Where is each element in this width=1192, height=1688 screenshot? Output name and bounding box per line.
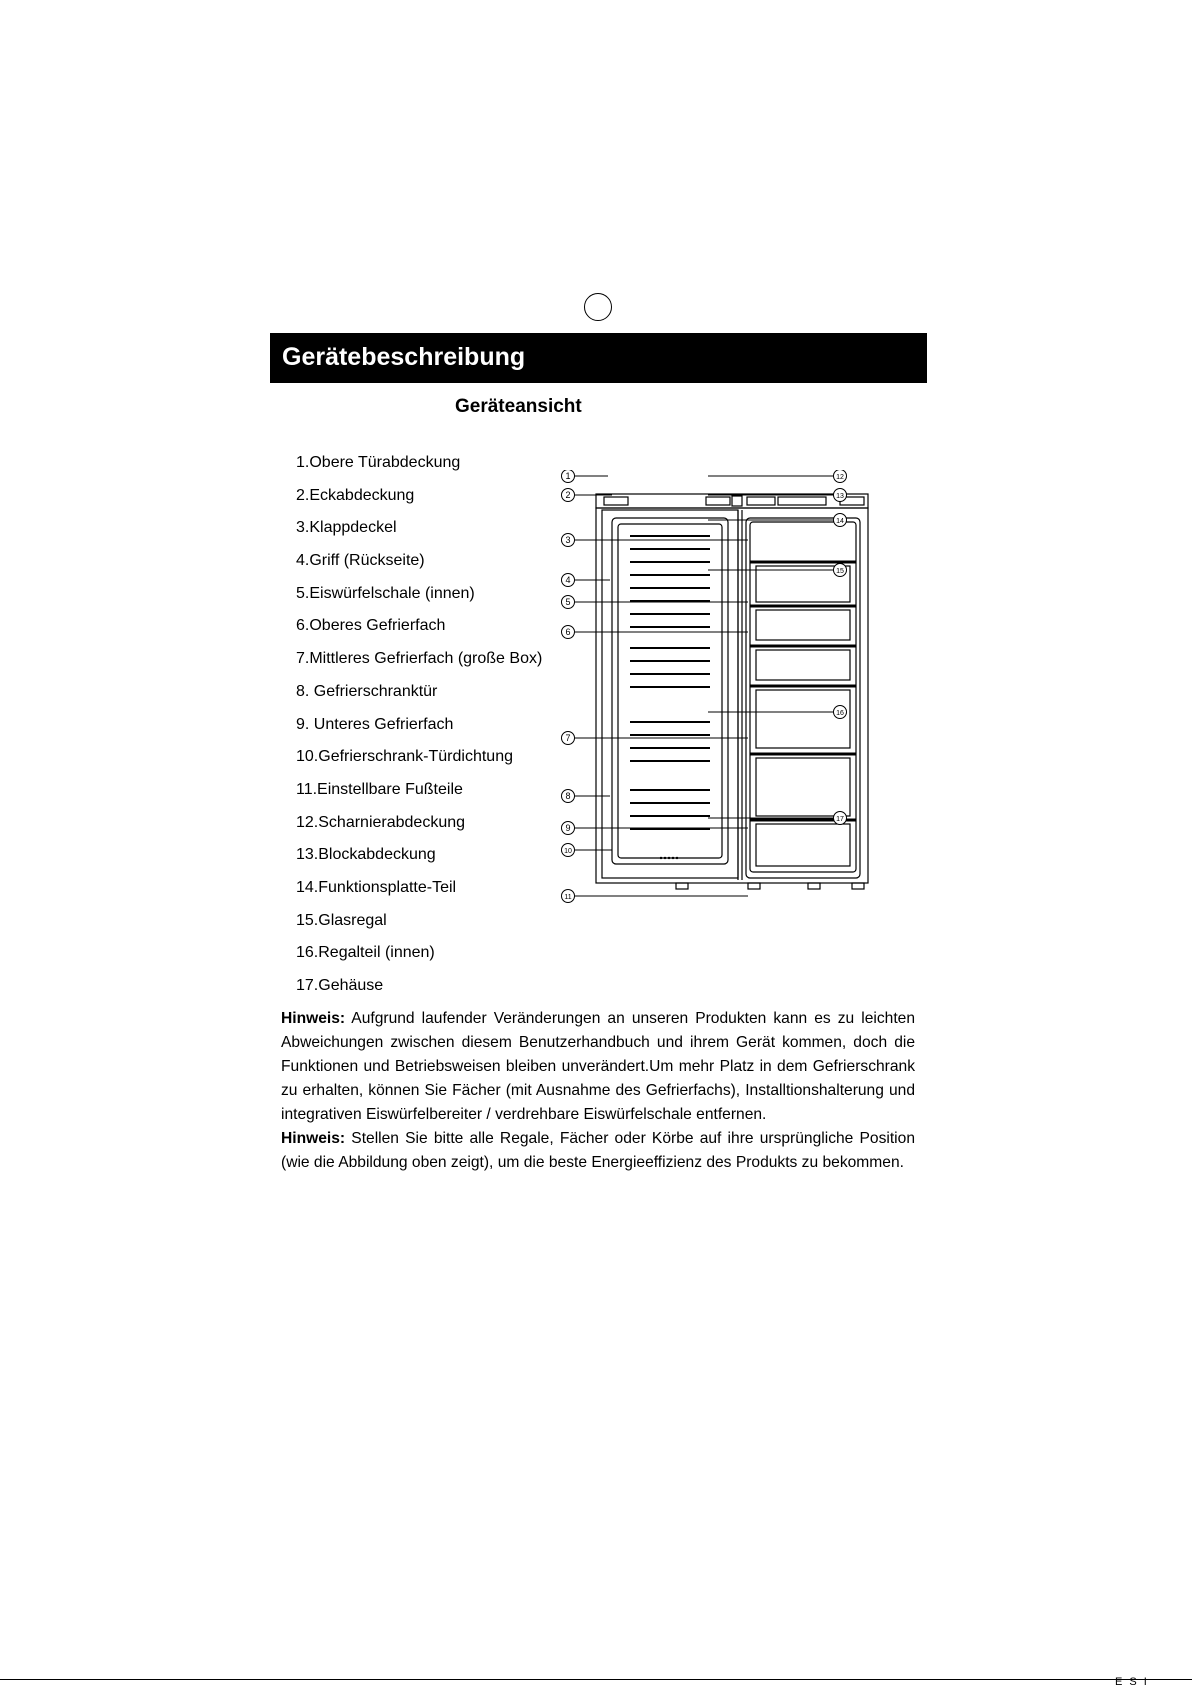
note-paragraph	[281, 1007, 915, 1127]
svg-text:7: 7	[565, 733, 571, 743]
callout-14	[834, 514, 847, 527]
svg-text:15: 15	[836, 568, 844, 575]
callout-6	[562, 626, 575, 639]
part-item: 1.Obere Türabdeckung	[296, 454, 461, 471]
callout-5	[562, 596, 575, 609]
parts-list	[296, 451, 542, 1007]
svg-text:12: 12	[836, 474, 844, 481]
svg-text:3: 3	[565, 535, 571, 545]
callout-11	[562, 890, 575, 903]
svg-text:11: 11	[564, 894, 572, 901]
svg-text:6: 6	[565, 627, 571, 637]
subsection-title: Geräteansicht	[455, 396, 582, 417]
svg-text:17: 17	[836, 816, 844, 823]
part-item: 5.Eiswürfelschale (innen)	[296, 584, 475, 602]
callout-17	[834, 812, 847, 825]
callout-9	[562, 822, 575, 835]
part-item: 3.Klappdeckel	[296, 519, 397, 537]
note-text: Stellen Sie bitte alle Regale, Fächer oder Körbe auf ihre ursprüngliche Position (wie die Abbildung oben zeigt), um die beste Energieeffizienz des Produkts zu bekommen.	[281, 1130, 915, 1171]
note-label: Hinweis:	[281, 1130, 346, 1147]
notes-section	[281, 1007, 915, 1175]
freezer-diagram	[560, 470, 920, 950]
callout-10	[562, 844, 575, 857]
part-item: 9. Unteres Gefrierfach	[296, 715, 454, 733]
callout-1	[562, 470, 575, 483]
svg-text:4: 4	[565, 575, 571, 585]
callout-4	[562, 574, 575, 587]
part-item: 6.Oberes Gefrierfach	[296, 617, 446, 635]
callout-16	[834, 706, 847, 719]
corner-text: E S I	[1115, 1676, 1149, 1688]
svg-text:1: 1	[565, 471, 571, 481]
note-label: Hinweis:	[281, 1010, 346, 1027]
svg-text:9: 9	[565, 823, 571, 833]
svg-text:10: 10	[564, 848, 572, 855]
part-item: 2.Eckabdeckung	[296, 486, 415, 504]
callout-2	[562, 489, 575, 502]
part-item: 15.Glasregal	[296, 911, 387, 929]
part-item: 10.Gefrierschrank-Türdichtung	[296, 748, 513, 766]
part-item: 8. Gefrierschranktür	[296, 682, 438, 700]
svg-text:14: 14	[836, 518, 844, 525]
note-text: Aufgrund laufender Veränderungen an unseren Produkten kann es zu leichten Abweichungen zwischen diesem Benutzerhandbuch und ihrem Gerät kommen, doch die Funktionen und Betriebsweisen bleiben unverändert.Um mehr Platz in dem Gefrierschrank zu erhalten, können Sie Fächer (mit Ausnahme des Gefrierfachs), Installtionshalterung und integrativen Eiswürfelbereiter / verdrehbare Eiswürfelschale entfernen.	[281, 1010, 915, 1123]
part-item: 4.Griff (Rückseite)	[296, 552, 425, 570]
callout-8	[562, 790, 575, 803]
svg-text:2: 2	[565, 490, 571, 500]
callout-3	[562, 534, 575, 547]
callout-12	[834, 470, 847, 483]
callout-7	[562, 732, 575, 745]
note-paragraph	[281, 1127, 915, 1175]
svg-text:5: 5	[565, 597, 571, 607]
svg-text:16: 16	[836, 710, 844, 717]
section-title: Gerätebeschreibung	[282, 343, 526, 371]
part-item: 7.Mittleres Gefrierfach (große Box)	[296, 650, 543, 668]
svg-text:13: 13	[836, 493, 844, 500]
section-header-banner	[270, 333, 927, 383]
part-item: 12.Scharnierabdeckung	[296, 813, 466, 831]
bottom-rule	[0, 1679, 1192, 1680]
page-number-circle	[584, 293, 612, 321]
callout-13	[834, 489, 847, 502]
callout-15	[834, 564, 847, 577]
part-item: 11.Einstellbare Fußteile	[296, 780, 463, 798]
svg-text:8: 8	[565, 791, 571, 801]
part-item: 14.Funktionsplatte-Teil	[296, 878, 457, 896]
part-item: 17.Gehäuse	[296, 977, 384, 994]
part-item: 13.Blockabdeckung	[296, 846, 436, 864]
part-item: 16.Regalteil (innen)	[296, 944, 435, 962]
